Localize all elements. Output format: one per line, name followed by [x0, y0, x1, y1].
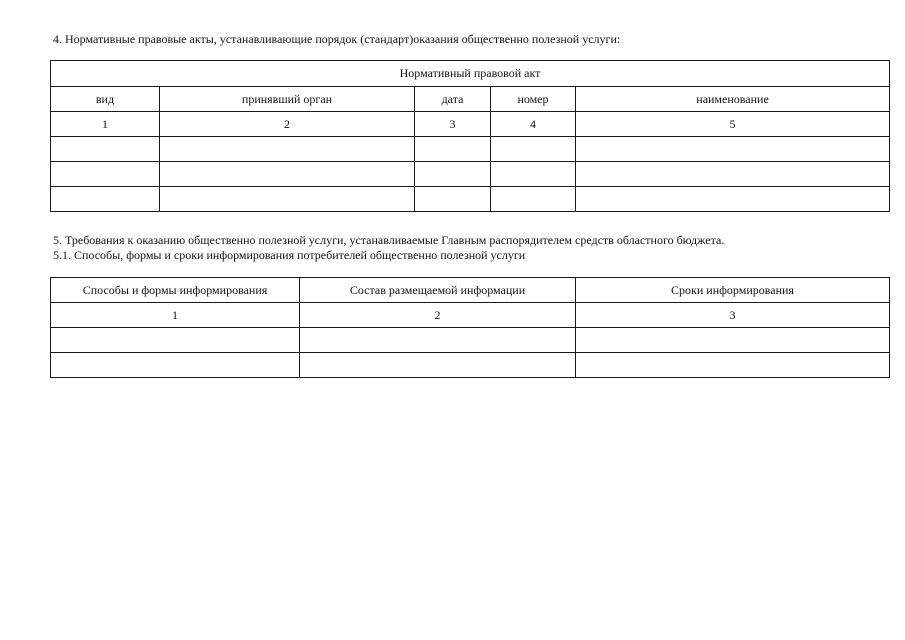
table-cell: [491, 137, 576, 162]
table-cell: [576, 162, 890, 187]
section5-heading: 5. Требования к оказанию общественно полезной услуги, устанавливаемые Главным распорядителем средств областного бюджета.: [53, 233, 725, 247]
number-cell: 5: [576, 112, 890, 137]
header-cell-authority: принявший орган: [160, 87, 415, 112]
table-header-row: [51, 278, 890, 303]
table-cell: [300, 353, 576, 378]
header-cell-type: вид: [51, 87, 160, 112]
table-cell: [51, 162, 160, 187]
table-cell: [160, 162, 415, 187]
table-number-row: [51, 303, 890, 328]
table-row: [51, 162, 890, 187]
table-cell: [160, 187, 415, 212]
table-cell: [415, 187, 491, 212]
header-cell-number: номер: [491, 87, 576, 112]
number-cell: 3: [415, 112, 491, 137]
table-group-header-row: [51, 61, 890, 87]
number-cell: 2: [160, 112, 415, 137]
table-cell: [415, 137, 491, 162]
table-cell: [491, 162, 576, 187]
header-cell-deadlines: Сроки информирования: [576, 278, 890, 303]
header-cell-methods: Способы и формы информирования: [51, 278, 300, 303]
number-cell: 1: [51, 303, 300, 328]
number-cell: 2: [300, 303, 576, 328]
table-cell: [415, 162, 491, 187]
table-cell: [51, 187, 160, 212]
group-header-cell: Нормативный правовой акт: [51, 61, 890, 87]
table-cell: [576, 187, 890, 212]
table-row: [51, 137, 890, 162]
table-cell: [491, 187, 576, 212]
table-row: [51, 187, 890, 212]
normative-acts-table: [50, 60, 890, 212]
table-cell: [51, 137, 160, 162]
table-cell: [51, 328, 300, 353]
table-cell: [300, 328, 576, 353]
table-number-row: [51, 112, 890, 137]
header-cell-title: наименование: [576, 87, 890, 112]
table-cell: [51, 353, 300, 378]
table-header-row: [51, 87, 890, 112]
table-cell: [576, 328, 890, 353]
table-cell: [576, 137, 890, 162]
section5-1-subheading: 5.1. Способы, формы и сроки информирования потребителей общественно полезной услуги: [53, 248, 526, 262]
number-cell: 3: [576, 303, 890, 328]
header-cell-date: дата: [415, 87, 491, 112]
table-row: [51, 328, 890, 353]
number-cell: 4: [491, 112, 576, 137]
section4-heading: 4. Нормативные правовые акты, устанавливающие порядок (стандарт)оказания общественно полезной услуги:: [53, 32, 621, 46]
header-cell-content: Состав размещаемой информации: [300, 278, 576, 303]
information-methods-table: [50, 277, 890, 378]
number-cell: 1: [51, 112, 160, 137]
table-row: [51, 353, 890, 378]
table-cell: [160, 137, 415, 162]
table-cell: [576, 353, 890, 378]
